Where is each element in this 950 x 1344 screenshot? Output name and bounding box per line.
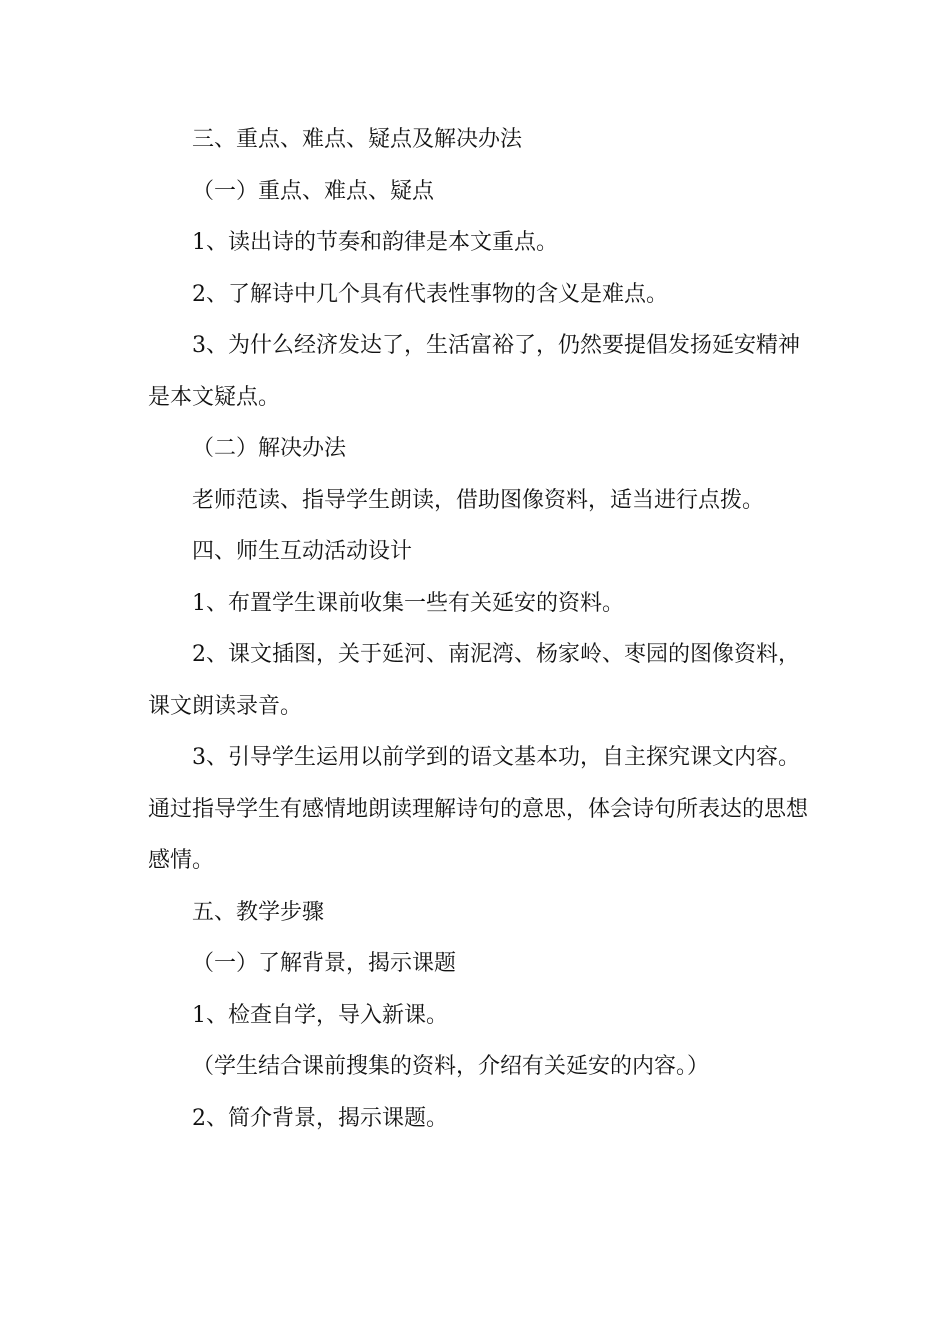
paragraph-text: （学生结合课前搜集的资料，介绍有关延安的内容。）: [192, 1054, 710, 1079]
list-item-step-2: [148, 1093, 808, 1145]
section-heading-steps: [148, 887, 808, 939]
paragraph-solutions: [148, 475, 808, 527]
paragraph-text: （一）重点、难点、疑点: [192, 178, 435, 204]
paragraph-text: 1、读出诗的节奏和韵律是本文重点。: [192, 230, 558, 255]
paragraph-text: 2、课文插图，关于延河、南泥湾、杨家岭、枣园的图像资料，课文朗读录音。: [148, 642, 800, 719]
paragraph-text: 五、教学步骤: [192, 899, 325, 925]
paragraph-text: 2、了解诗中几个具有代表性事物的含义是难点。: [192, 281, 668, 307]
paragraph-text: 四、师生互动活动设计: [192, 539, 413, 564]
paragraph-text: 三、重点、难点、疑点及解决办法: [192, 127, 523, 152]
paragraph-text: 老师范读、指导学生朗读，借助图像资料，适当进行点拨。: [192, 487, 765, 513]
list-item-key-point-1: [148, 217, 808, 269]
paragraph-text: （一）了解背景，揭示课题: [192, 951, 457, 976]
section-heading-key-points: [148, 114, 808, 166]
paragraph-text: （二）解决办法: [192, 436, 347, 461]
list-item-activity-2: [148, 629, 808, 732]
document-body: [148, 114, 808, 1144]
list-item-activity-1: [148, 578, 808, 630]
paragraph-note: [148, 1041, 808, 1093]
subsection-heading-key-points: [148, 166, 808, 218]
subsection-heading-background: [148, 938, 808, 990]
list-item-key-point-2: [148, 269, 808, 321]
paragraph-text: 3、引导学生运用以前学到的语文基本功，自主探究课文内容。通过指导学生有感情地朗读理解诗句的意思，体会诗句所表达的思想感情。: [148, 745, 809, 873]
paragraph-text: 3、为什么经济发达了，生活富裕了，仍然要提倡发扬延安精神是本文疑点。: [148, 333, 800, 410]
paragraph-text: 1、检查自学，导入新课。: [192, 1002, 448, 1028]
paragraph-text: 2、简介背景，揭示课题。: [192, 1105, 448, 1131]
section-heading-activities: [148, 526, 808, 578]
list-item-step-1: [148, 990, 808, 1042]
list-item-activity-3: [148, 732, 808, 887]
paragraph-text: 1、布置学生课前收集一些有关延安的资料。: [192, 590, 624, 616]
subsection-heading-solutions: [148, 423, 808, 475]
list-item-key-point-3: [148, 320, 808, 423]
